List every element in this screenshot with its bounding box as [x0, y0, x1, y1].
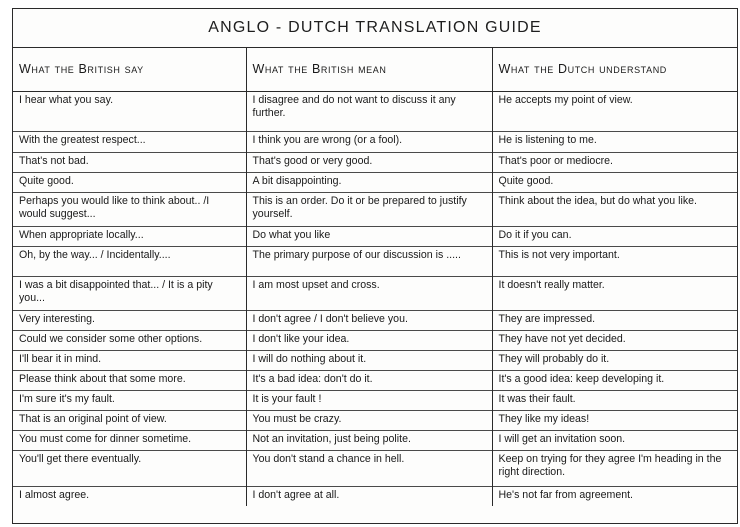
british-say-cell: You'll get there eventually. — [13, 451, 246, 487]
dutch-understand-cell: It's a good idea: keep developing it. — [492, 371, 737, 391]
british-mean-cell: I will do nothing about it. — [246, 351, 492, 371]
dutch-understand-cell: Think about the idea, but do what you like. — [492, 193, 737, 227]
table-row — [13, 153, 737, 173]
column-header-british-mean: What the British mean — [246, 48, 492, 92]
british-mean-cell: I don't agree / I don't believe you. — [246, 311, 492, 331]
british-mean-cell: Do what you like — [246, 227, 492, 247]
british-say-cell: I was a bit disappointed that... / It is a pity you... — [13, 277, 246, 311]
table-row — [13, 247, 737, 277]
british-say-cell: Could we consider some other options. — [13, 331, 246, 351]
table-row — [13, 431, 737, 451]
british-mean-cell: You don't stand a chance in hell. — [246, 451, 492, 487]
british-mean-cell: It's a bad idea: don't do it. — [246, 371, 492, 391]
dutch-understand-cell: Keep on trying for they agree I'm heading in the right direction. — [492, 451, 737, 487]
dutch-understand-cell: They like my ideas! — [492, 411, 737, 431]
table-row — [13, 173, 737, 193]
dutch-understand-cell: That's poor or mediocre. — [492, 153, 737, 173]
dutch-understand-cell: They are impressed. — [492, 311, 737, 331]
table-row — [13, 92, 737, 132]
british-mean-cell: This is an order. Do it or be prepared to justify yourself. — [246, 193, 492, 227]
british-say-cell: That is an original point of view. — [13, 411, 246, 431]
table-row — [13, 132, 737, 153]
table-row — [13, 351, 737, 371]
table-row — [13, 411, 737, 431]
british-mean-cell: You must be crazy. — [246, 411, 492, 431]
dutch-understand-cell: I will get an invitation soon. — [492, 431, 737, 451]
british-say-cell: You must come for dinner sometime. — [13, 431, 246, 451]
table-row — [13, 331, 737, 351]
table-row — [13, 311, 737, 331]
british-mean-cell: It is your fault ! — [246, 391, 492, 411]
dutch-understand-cell: He accepts my point of view. — [492, 92, 737, 132]
dutch-understand-cell: They have not yet decided. — [492, 331, 737, 351]
dutch-understand-cell: It doesn't really matter. — [492, 277, 737, 311]
british-say-cell: Please think about that some more. — [13, 371, 246, 391]
british-mean-cell: That's good or very good. — [246, 153, 492, 173]
british-say-cell: I hear what you say. — [19, 94, 114, 106]
british-mean-cell: The primary purpose of our discussion is ..... — [246, 247, 492, 277]
british-mean-cell: I don't like your idea. — [246, 331, 492, 351]
column-header-british-say: What the British say — [13, 48, 246, 92]
british-mean-cell: I don't agree at all. — [246, 487, 492, 507]
dutch-understand-cell: He is listening to me. — [492, 132, 737, 153]
dutch-understand-cell: Do it if you can. — [492, 227, 737, 247]
british-say-cell: Quite good. — [13, 173, 246, 193]
translation-guide-sheet — [12, 8, 738, 524]
british-say-cell: I almost agree. — [13, 487, 246, 507]
british-mean-cell: I am most upset and cross. — [246, 277, 492, 311]
british-say-cell: When appropriate locally... — [13, 227, 246, 247]
table-row — [13, 451, 737, 487]
british-mean-cell: I think you are wrong (or a fool). — [246, 132, 492, 153]
british-say-cell: Very interesting. — [13, 311, 246, 331]
dutch-understand-cell: It was their fault. — [492, 391, 737, 411]
page-title: ANGLO - DUTCH TRANSLATION GUIDE — [13, 9, 737, 48]
translation-table — [13, 48, 737, 506]
table-row — [13, 193, 737, 227]
british-mean-cell: I disagree and do not want to discuss it any further. — [246, 92, 492, 132]
table-header-row — [13, 48, 737, 92]
dutch-understand-cell: He's not far from agreement. — [492, 487, 737, 507]
table-row — [13, 227, 737, 247]
column-header-dutch-understand: What the Dutch understand — [492, 48, 737, 92]
british-say-cell: I'm sure it's my fault. — [13, 391, 246, 411]
table-row — [13, 277, 737, 311]
dutch-understand-cell: This is not very important. — [492, 247, 737, 277]
british-say-cell: I'll bear it in mind. — [13, 351, 246, 371]
british-mean-cell: A bit disappointing. — [246, 173, 492, 193]
british-say-cell: With the greatest respect... — [13, 132, 246, 153]
table-row — [13, 391, 737, 411]
british-say-cell: Perhaps you would like to think about.. /I would suggest... — [13, 193, 246, 227]
table-row — [13, 487, 737, 507]
dutch-understand-cell: They will probably do it. — [492, 351, 737, 371]
british-say-cell: That's not bad. — [13, 153, 246, 173]
dutch-understand-cell: Quite good. — [492, 173, 737, 193]
table-row — [13, 371, 737, 391]
british-say-cell: Oh, by the way... / Incidentally.... — [13, 247, 246, 277]
british-mean-cell: Not an invitation, just being polite. — [246, 431, 492, 451]
